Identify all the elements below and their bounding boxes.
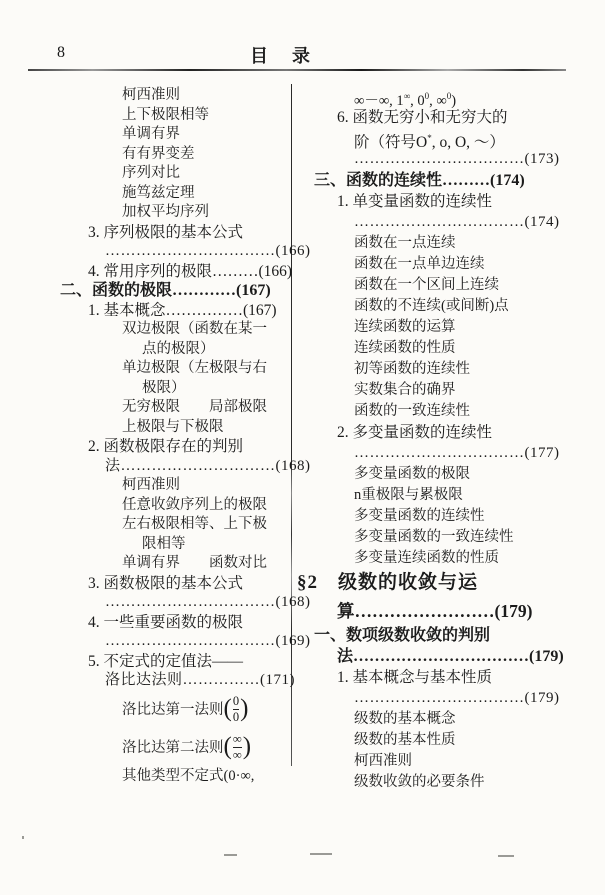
toc-line: 有有界变差: [122, 145, 195, 162]
toc-line: 函数的一致连续性: [354, 403, 470, 419]
toc-line: ……………………………(179): [354, 690, 560, 706]
toc-line: 双边极限（函数在某一: [122, 321, 267, 337]
toc-line: 3. 函数极限的基本公式: [88, 574, 244, 592]
toc-line: 1. 单变量函数的连续性: [337, 193, 493, 210]
toc-line: 无穷极限 局部极限: [122, 399, 267, 415]
toc-line: 函数在一个区间上连续: [354, 277, 499, 293]
toc-line: 其他类型不定式(0·∞,: [122, 767, 255, 784]
toc-line: 多变量函数的一致连续性: [354, 529, 514, 545]
toc-line: 级数的基本概念: [354, 711, 456, 727]
toc-line: 任意收敛序列上的极限: [122, 496, 267, 513]
toc-line: 多变量函数的连续性: [354, 508, 485, 524]
toc-line: 柯西准则: [122, 477, 180, 493]
toc-line: 左右极限相等、上下极: [122, 516, 267, 532]
toc-line: 上下极限相等: [122, 106, 209, 123]
toc-left-column: [55, 86, 311, 786]
toc-line: 柯西准则: [354, 753, 412, 769]
toc-line: n重极限与累极限: [354, 487, 463, 503]
toc-line: 算……………………(179): [337, 601, 533, 621]
toc-line: 二、函数的极限…………(167): [60, 282, 271, 299]
page-number: 8: [57, 44, 65, 61]
toc-line: 函数在一点连续: [354, 235, 456, 251]
toc-line: 1. 基本概念……………(167): [88, 301, 277, 319]
toc-line: ……………………………(166): [105, 243, 311, 259]
fraction: $\frac{\infty}{\infty}$: [232, 731, 242, 762]
toc-line: 6. 函数无穷小和无穷大的: [337, 109, 508, 126]
toc-line: 上极限与下极限: [122, 418, 224, 435]
toc-line: 洛比达第二法则( $\frac{\infty}{\infty}$ ): [122, 731, 252, 762]
toc-line: 多变量函数的极限: [354, 466, 470, 482]
toc-line: 柯西准则: [122, 87, 180, 103]
toc-line: 加权平均序列: [122, 204, 209, 220]
toc-line: 限相等: [142, 535, 186, 552]
toc-line: 单边极限（左极限与右: [122, 360, 267, 376]
header-rule: [28, 69, 566, 71]
scan-artifact: [310, 853, 332, 855]
toc-line: 一、数项级数收敛的判别: [314, 627, 491, 644]
toc-line: 4. 一些重要函数的极限: [88, 613, 244, 631]
scan-artifact: [224, 854, 237, 856]
toc-line: ∞－∞, 1∞, $0^0$, ∞$^0$): [354, 91, 457, 109]
toc-line: 法…………………………(168): [105, 457, 311, 474]
page-header-title: 目录: [250, 46, 334, 66]
toc-line: 法……………………………(179): [337, 648, 564, 665]
toc-line: 洛比达法则……………(171): [105, 672, 295, 688]
fraction: $\frac{0}{0}$: [232, 693, 240, 724]
toc-line: 级数收敛的必要条件: [354, 774, 485, 790]
toc-line: 序列对比: [122, 165, 180, 181]
toc-line: ……………………………(177): [354, 445, 560, 461]
toc-line: 连续函数的性质: [354, 340, 456, 356]
toc-line: 单调有界 函数对比: [122, 555, 267, 571]
toc-line: 施笃兹定理: [122, 184, 195, 201]
toc-line: §2 级数的收敛与运: [297, 572, 479, 593]
toc-line: 初等函数的连续性: [354, 361, 470, 377]
toc-line: 实数集合的确界: [354, 382, 456, 398]
toc-right-column: [296, 86, 596, 793]
toc-line: 函数在一点单边连续: [354, 256, 485, 272]
toc-line: 多变量连续函数的性质: [354, 550, 499, 566]
big-paren-open: (: [223, 733, 232, 761]
toc-line: 函数的不连续(或间断)点: [354, 298, 509, 314]
toc-line: 3. 序列极限的基本公式: [88, 223, 244, 241]
big-paren-close: ): [242, 733, 252, 761]
toc-line: 点的极限）: [142, 340, 215, 357]
toc-line: 4. 常用序列的极限………(166): [88, 262, 293, 280]
toc-line: 2. 函数极限存在的判别: [88, 438, 244, 455]
toc-line: 连续函数的运算: [354, 319, 456, 335]
toc-line: ……………………………(168): [105, 594, 311, 610]
toc-line: 极限）: [142, 379, 186, 396]
toc-line: 级数的基本性质: [354, 732, 456, 748]
toc-line: 1. 基本概念与基本性质: [337, 669, 493, 686]
toc-line: 单调有界: [122, 126, 180, 142]
toc-line: 洛比达第一法则( $\frac{0}{0}$ ): [122, 693, 249, 724]
toc-line: 5. 不定式的定值法——: [88, 652, 244, 670]
big-paren-close: ): [240, 695, 249, 723]
toc-line: 三、函数的连续性………(174): [314, 172, 525, 189]
big-paren-open: (: [223, 695, 232, 723]
scan-artifact: [498, 855, 514, 857]
toc-line: ……………………………(169): [105, 633, 311, 649]
toc-line: ……………………………(174): [354, 214, 560, 230]
toc-line: 2. 多变量函数的连续性: [337, 424, 493, 441]
scan-artifact: [22, 836, 24, 839]
toc-line: ……………………………(173): [354, 151, 560, 167]
toc-line: 阶（符号O*, o, O, ～）: [354, 133, 505, 151]
